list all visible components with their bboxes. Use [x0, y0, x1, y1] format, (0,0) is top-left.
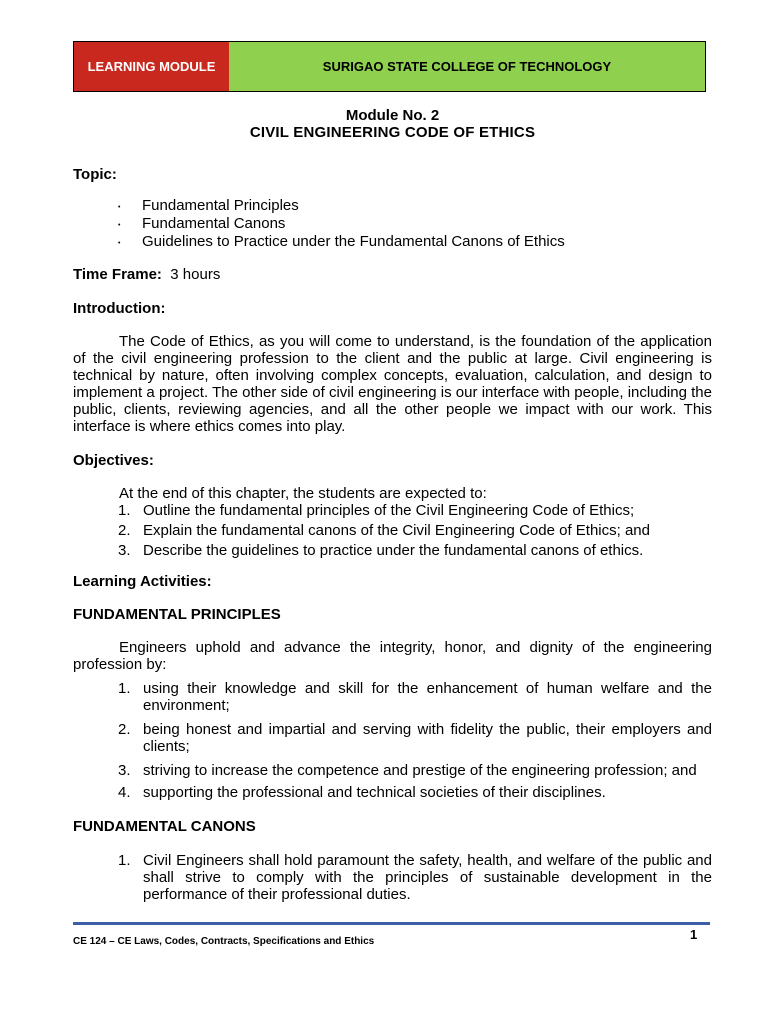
time-frame-value: 3 hours — [170, 266, 221, 283]
introduction-heading: Introduction: — [73, 300, 166, 317]
fundamental-canons-list — [73, 852, 712, 903]
footer-divider — [73, 922, 710, 925]
fundamental-canons-heading: FUNDAMENTAL CANONS — [73, 818, 256, 835]
introduction-text: The Code of Ethics, as you will come to understand, is the foundation of the application of the civil engineering profession to the client and the public at large. Civil engineering is technical by nature, often involving complex concepts, evaluation, calculation, and design to implement a project. The other side of civil engineering is our interface with people, including the public, clients, reviewing agencies, and all the other people we impact with our work. This interface is where ethics comes into play. — [73, 333, 712, 435]
time-frame-label: Time Frame: — [73, 266, 162, 283]
bullet-icon: • — [118, 204, 121, 211]
learning-activities-heading: Learning Activities: — [73, 573, 212, 590]
list-item: 1. using their knowledge and skill for the enhancement of human welfare and the environment; — [118, 680, 712, 714]
topic-list — [73, 197, 712, 250]
course-footer: CE 124 – CE Laws, Codes, Contracts, Specifications and Ethics — [73, 936, 375, 947]
document-body — [73, 104, 712, 903]
learning-module-label: LEARNING MODULE — [74, 42, 229, 91]
list-item: 2. Explain the fundamental canons of the Civil Engineering Code of Ethics; and — [118, 522, 650, 539]
bullet-icon: • — [118, 222, 121, 229]
page-number: 1 — [690, 927, 698, 942]
fundamental-principles-list — [73, 680, 712, 801]
college-name-label: SURIGAO STATE COLLEGE OF TECHNOLOGY — [229, 42, 705, 91]
list-item: • Fundamental Canons — [118, 215, 286, 232]
objectives-heading: Objectives: — [73, 452, 154, 469]
bullet-icon: • — [118, 240, 121, 247]
list-item: • Guidelines to Practice under the Fundamental Canons of Ethics — [118, 233, 565, 250]
list-item: 2. being honest and impartial and serving with fidelity the public, their employers and clients; — [118, 721, 712, 755]
time-frame — [73, 266, 712, 283]
list-item: • Fundamental Principles — [118, 197, 299, 214]
objectives-lead: At the end of this chapter, the students are expected to: — [119, 485, 487, 502]
fundamental-principles-lead: Engineers uphold and advance the integrity, honor, and dignity of the engineering profession by: — [73, 639, 712, 673]
topic-heading: Topic: — [73, 166, 117, 183]
fundamental-principles-heading: FUNDAMENTAL PRINCIPLES — [73, 606, 281, 623]
list-item: 4. supporting the professional and technical societies of their disciplines. — [118, 784, 606, 801]
list-item: 1. Civil Engineers shall hold paramount the safety, health, and welfare of the public and shall strive to comply with the principles of sustainable development in the performance of their professional duties. — [118, 852, 712, 903]
module-title: CIVIL ENGINEERING CODE OF ETHICS — [249, 124, 536, 141]
list-item: 3. striving to increase the competence and prestige of the engineering profession; and — [118, 762, 697, 779]
module-number: Module No. 2 — [345, 107, 440, 124]
list-item: 1. Outline the fundamental principles of the Civil Engineering Code of Ethics; — [118, 502, 635, 519]
objectives-list — [73, 502, 712, 559]
list-item: 3. Describe the guidelines to practice under the fundamental canons of ethics. — [118, 542, 644, 559]
module-header-banner — [73, 41, 706, 92]
